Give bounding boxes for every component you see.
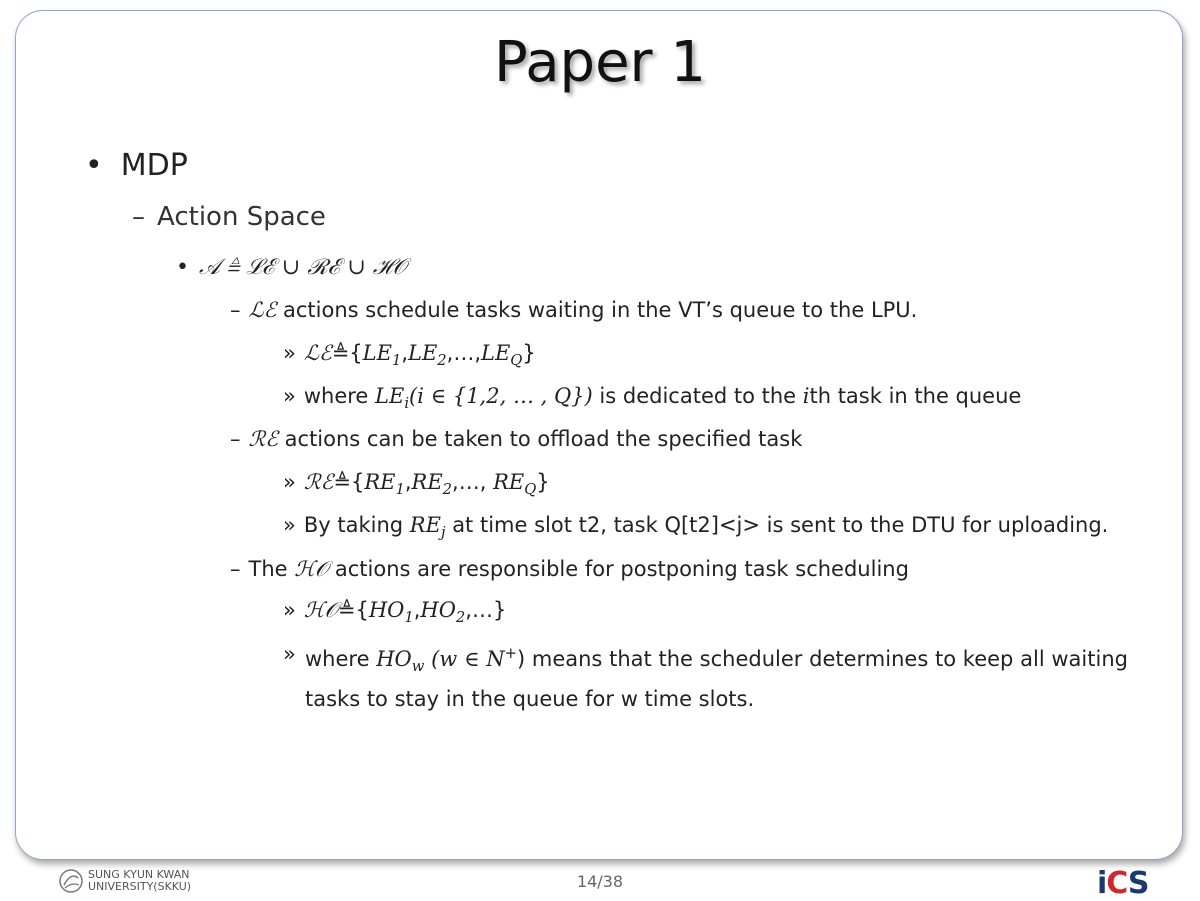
def-sign: ≜{ <box>331 341 363 365</box>
re-symbol: ℛℰ <box>248 427 278 451</box>
ics-logo-c: C <box>1106 866 1128 901</box>
bullet-action-space <box>132 202 326 232</box>
ho-term: HO <box>420 598 456 622</box>
le-description <box>230 298 917 322</box>
chevron-marker: » <box>283 642 296 666</box>
bullet-action-set <box>176 255 407 280</box>
ics-logo-i: i <box>1097 866 1107 901</box>
re-sub: Q <box>524 481 537 499</box>
le-sub: Q <box>510 352 523 370</box>
re-math: RE <box>409 513 441 537</box>
ho-sub: 1 <box>404 609 414 627</box>
chevron-marker: » <box>283 384 296 408</box>
text: th task in the queue <box>809 384 1022 408</box>
math-i: i <box>802 384 810 408</box>
le-sub: i <box>404 395 410 413</box>
le-term: LE <box>408 341 438 365</box>
text: By taking <box>303 513 410 537</box>
def-sign: ≜{ <box>337 598 369 622</box>
ho-symbol: ℋ𝒪 <box>294 557 329 581</box>
re-term: RE <box>411 470 443 494</box>
le-math-range: (i ∈ {1,2, … , Q}) <box>409 384 593 408</box>
le-set-definition: » $ℒℰ≜\{LE_1,LE_2,\dots,LE_Q\}$ <box>283 341 536 370</box>
text: where <box>303 384 376 408</box>
re-term: RE <box>493 470 525 494</box>
ho-sup: + <box>504 645 517 662</box>
dash-marker: – <box>230 557 241 581</box>
re-symbol: ℛℰ <box>303 470 334 494</box>
def-sign: ≜{ <box>333 470 365 494</box>
re-term: RE <box>364 470 396 494</box>
text: at time slot t2, task Q[t2]<j> is sent to the DTU for uploading. <box>445 513 1109 537</box>
re-sub: 1 <box>395 481 405 499</box>
le-symbol: ℒℰ <box>248 298 277 322</box>
re-desc-text: actions can be taken to offload the specified task <box>277 427 803 451</box>
bullet-mdp <box>85 148 188 183</box>
re-taking <box>283 513 1108 541</box>
le-sub: 1 <box>391 352 402 370</box>
ho-sub: 2 <box>455 609 466 627</box>
dash-marker: – <box>230 427 241 451</box>
ho-term: HO <box>368 598 405 622</box>
skku-logo-line1: SUNG KYUN KWAN <box>88 868 190 881</box>
chevron-marker: » <box>283 470 296 494</box>
ics-logo-s: S <box>1127 866 1149 901</box>
ho-math-range: (w ∈ N <box>431 647 505 671</box>
ho-symbol: ℋ𝒪 <box>303 598 338 622</box>
chevron-marker: » <box>283 598 296 622</box>
bullet-text: Action Space <box>157 202 326 232</box>
dash-marker: – <box>230 298 241 322</box>
ho-sub: w <box>411 658 425 676</box>
le-term: LE <box>362 341 392 365</box>
page-number: 14/38 <box>576 872 624 891</box>
bullet-text: MDP <box>120 148 188 183</box>
ics-logo <box>1097 866 1148 901</box>
re-description <box>230 427 802 451</box>
text: actions are responsible for postponing task scheduling <box>328 557 909 581</box>
slide-title: Paper 1 <box>493 30 707 95</box>
ho-math: HO <box>376 647 412 671</box>
ho-description <box>230 557 909 582</box>
action-set-formula: 𝒜 ≜ ℒℰ ∪ ℛℰ ∪ ℋ𝒪 <box>198 255 407 280</box>
ho-set-definition: » $ℋ𝒪≜\{HO_1,HO_2,\dots\}$ <box>283 598 507 627</box>
chevron-marker: » <box>283 513 296 537</box>
re-sub: j <box>440 524 446 542</box>
bullet-dot: • <box>85 148 103 183</box>
le-where <box>283 384 1021 412</box>
re-sub: 2 <box>442 481 453 499</box>
le-symbol: ℒℰ <box>303 341 332 365</box>
text: The <box>248 557 295 581</box>
ho-where <box>305 638 1128 715</box>
text: is dedicated to the <box>592 384 803 408</box>
le-term: LE <box>481 341 511 365</box>
bullet-dot: • <box>176 255 189 280</box>
le-math: LE <box>375 384 405 408</box>
skku-logo-line2: UNIVERSITY(SKKU) <box>88 880 192 893</box>
re-set-definition: » $ℛℰ≜\{RE_1,RE_2,\dots$, $RE_Q$} <box>283 470 550 499</box>
text: ) <box>516 647 526 671</box>
chevron-marker: » <box>283 341 296 365</box>
le-sub: 2 <box>437 352 447 370</box>
dash-marker: – <box>132 202 145 232</box>
le-desc-text: actions schedule tasks waiting in the VT’s queue to the LPU. <box>276 298 918 322</box>
text: means that the scheduler determines to keep all waiting tasks to stay in the queue for w time slots. <box>305 647 1128 712</box>
text: where <box>305 647 377 671</box>
